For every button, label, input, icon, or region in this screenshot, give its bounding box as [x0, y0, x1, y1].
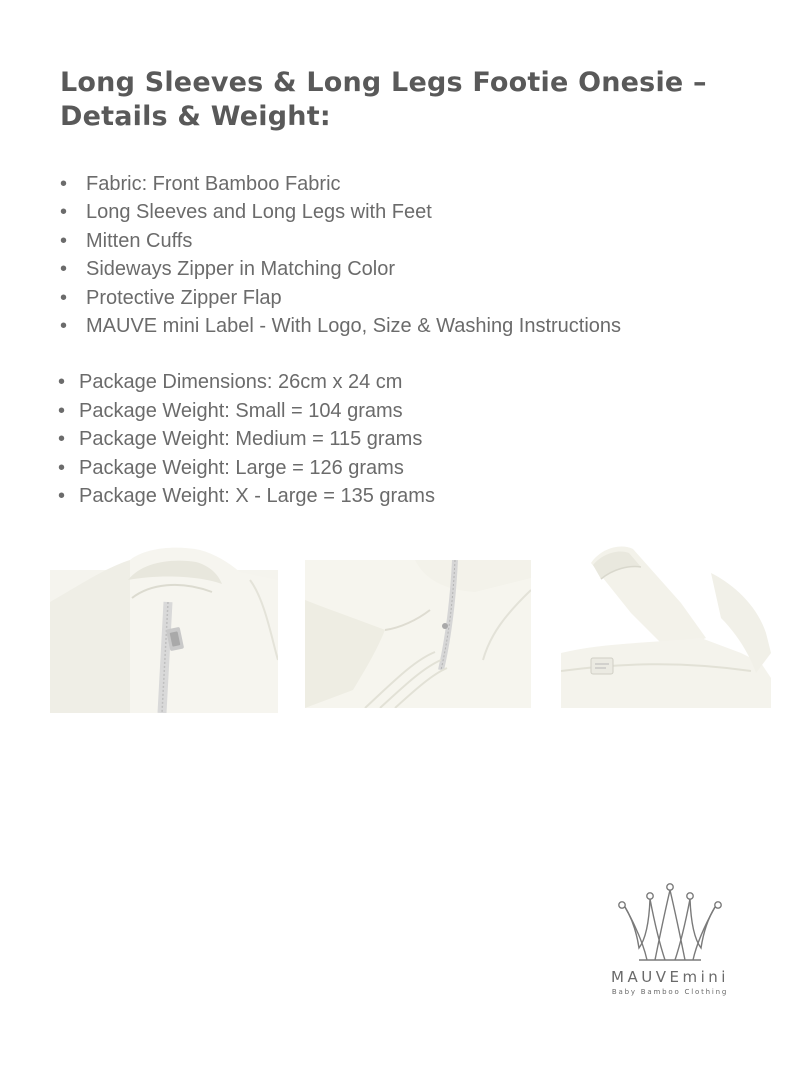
brand-name-bold: MAUVE [611, 968, 683, 986]
feature-text: Protective Zipper Flap [86, 286, 282, 309]
feature-list [60, 170, 621, 340]
package-list [58, 368, 435, 511]
list-item [60, 170, 621, 198]
crown-icon [615, 880, 725, 965]
bullet-icon: • [60, 314, 68, 337]
bullet-icon: • [58, 399, 66, 422]
package-text: Package Dimensions: 26cm x 24 cm [79, 371, 403, 393]
feature-text: Sideways Zipper in Matching Color [86, 258, 396, 281]
list-item [60, 198, 621, 226]
bullet-icon: • [60, 201, 68, 224]
bullet-icon: • [60, 258, 68, 281]
feature-text: Fabric: Front Bamboo Fabric [86, 173, 341, 195]
bullet-icon: • [58, 485, 66, 508]
bullet-icon: • [58, 428, 66, 451]
bullet-icon: • [60, 173, 68, 195]
list-item [60, 284, 621, 312]
bullet-icon: • [58, 371, 66, 393]
collar-zipper-photo [50, 540, 278, 713]
list-item [58, 397, 435, 426]
package-text: Package Weight: X - Large = 135 grams [79, 485, 435, 508]
list-item [58, 425, 435, 454]
bullet-icon: • [58, 456, 66, 479]
page-title [60, 66, 760, 134]
feature-text: Mitten Cuffs [86, 229, 193, 252]
package-text: Package Weight: Large = 126 grams [79, 456, 404, 479]
list-item [58, 482, 435, 511]
bullet-icon: • [60, 286, 68, 309]
bullet-icon: • [60, 229, 68, 252]
garment-front-photo [305, 560, 531, 708]
feature-text: Long Sleeves and Long Legs with Feet [86, 201, 432, 224]
list-item [58, 454, 435, 483]
brand-name-light: mini [682, 968, 729, 986]
brand-name [590, 968, 750, 986]
feature-text: MAUVE mini Label - With Logo, Size & Washing Instructions [86, 314, 622, 337]
list-item [60, 227, 621, 255]
list-item [60, 255, 621, 283]
package-text: Package Weight: Medium = 115 grams [79, 428, 423, 451]
mitten-cuff-photo [561, 543, 771, 708]
package-text: Package Weight: Small = 104 grams [79, 399, 403, 422]
title-line-1: Long Sleeves & Long Legs Footie Onesie – [60, 67, 707, 98]
list-item [58, 368, 435, 397]
list-item [60, 312, 621, 340]
brand-tagline: Baby Bamboo Clothing [611, 988, 729, 996]
brand-logo [590, 880, 750, 1025]
title-line-2: Details & Weight: [60, 101, 331, 132]
